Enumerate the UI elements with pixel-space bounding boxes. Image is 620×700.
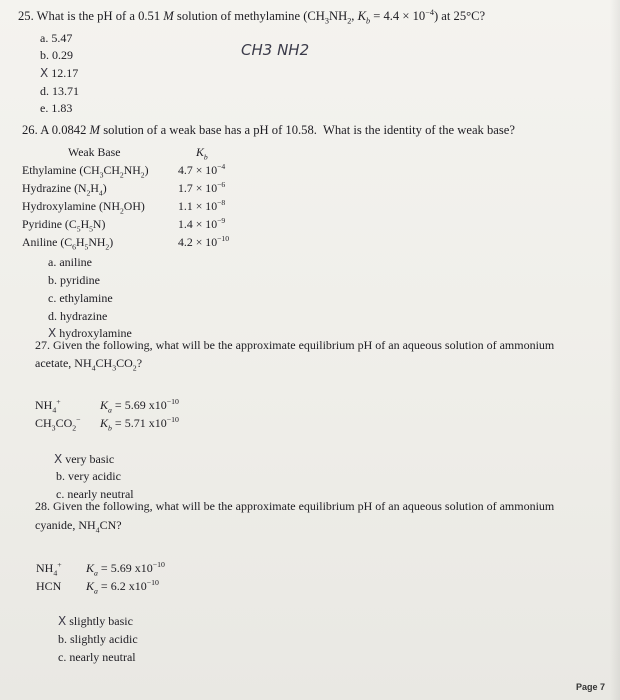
table-row: Ethylamine $(CH_3CH_2NH_2)$ [22,163,149,180]
q28-option-a[interactable] [58,614,133,629]
option-value: aniline [59,255,92,269]
table-cell-kb: $1.4 \times 10^{-9}$ [178,216,226,231]
q25-option-e[interactable] [40,101,72,116]
question-28-text: Given the following, what will be the approximate equilibrium pH of an aqueous solution of ammonium [53,499,555,513]
q27-option-a[interactable] [54,452,114,467]
question-28-number: 28. [35,499,50,513]
q27-species: $NH_4^+$ [35,397,61,415]
q26-option-c[interactable] [48,291,113,306]
option-value: nearly neutral [67,487,134,501]
table-header-base: Weak Base [68,145,121,159]
question-28-line1 [35,499,554,514]
question-25-number: 25. [18,9,34,23]
selected-x-mark: X [54,452,63,466]
question-25: 25. What is the pH of a 0.51 M solution of methylamine ($CH_3NH_2$, $K_b = 4.4 \times 10^{-4}$) at 25°C? [18,7,486,26]
q27-constant: $K_a = 5.69$ $x10^{-10}$ [100,397,179,415]
option-label: b. [56,469,65,483]
option-value: 1.83 [51,101,73,115]
table-header-kb: $K_b$ [196,145,208,162]
option-value: hydrazine [60,309,108,323]
option-label: a. [40,31,49,45]
option-value: very basic [65,452,115,466]
q25-option-d[interactable] [40,84,79,99]
question-27-number: 27. [35,338,50,352]
q28-option-c[interactable] [58,650,136,665]
q26-option-a[interactable] [48,255,92,270]
q26-option-d[interactable] [48,309,107,324]
option-label: b. [48,273,57,287]
q27-species: $CH_3CO_2^-$ [35,415,81,433]
option-value: 12.17 [51,66,79,80]
option-label: e. [40,101,49,115]
q25-option-a[interactable] [40,31,72,46]
question-26-number: 26. [22,123,38,137]
table-row: Hydrazine $(N_2H_4)$ [22,181,107,198]
option-value: hydroxylamine [59,326,132,340]
q28-species: $NH_4^+$ [36,560,62,578]
table-cell-kb: $1.1 \times 10^{-8}$ [178,198,226,213]
option-label: d. [48,309,57,323]
option-label: d. [40,84,49,98]
q28-option-b[interactable] [58,632,138,647]
question-27-text: Given the following, what will be the approximate equilibrium pH of an aqueous solution of ammonium [53,338,555,352]
table-cell-kb: $4.2 \times 10^{-10}$ [178,234,230,249]
option-value: 13.71 [52,84,79,98]
table-row: Hydroxylamine $(NH_2OH)$ [22,199,145,216]
option-value: ethylamine [59,291,113,305]
option-label: c. [48,291,57,305]
option-label: b. [40,48,49,62]
option-label: c. [56,487,65,501]
selected-x-mark: X [58,614,67,628]
q27-option-b[interactable] [56,469,121,484]
page-number: Page 7 [576,682,606,692]
q28-species: HCN [36,579,62,593]
question-26: 26. A 0.0842 M solution of a weak base has a pH of 10.58. What is the identity of the weak base? [22,123,515,137]
table-cell-kb: $4.7 \times 10^{-4}$ [178,162,226,177]
q25-option-b[interactable] [40,48,73,63]
option-value: very acidic [68,469,121,483]
question-27-line1 [35,338,554,353]
table-cell-kb: $1.7 \times 10^{-6}$ [178,180,226,195]
option-label: a. [48,255,57,269]
option-value: 5.47 [51,31,73,45]
table-row: Pyridine $(C_5H_5N)$ [22,217,106,234]
option-value: pyridine [60,273,100,287]
handwritten-note: CH3 NH2 [241,41,310,59]
q26-option-b[interactable] [48,273,100,288]
option-value: 0.29 [52,48,73,62]
question-27-line2: acetate, $NH_4CH_3CO_2$? [35,356,143,373]
page-edge-shadow [610,0,620,700]
q28-constant: $K_a = 5.69$ $x10^{-10}$ [86,560,165,578]
selected-x-mark: X [40,66,49,80]
q28-constant: $K_a = 6.2$ $x10^{-10}$ [86,578,159,596]
option-value: nearly neutral [69,650,136,664]
option-value: slightly acidic [70,632,138,646]
option-label: c. [58,650,67,664]
q25-option-c[interactable] [40,66,78,81]
option-label: b. [58,632,67,646]
q27-constant: $K_b = 5.71$ $x10^{-10}$ [100,415,179,433]
question-28-line2: cyanide, $NH_4CN$? [35,518,122,535]
table-row: Aniline $(C_6H_5NH_2)$ [22,235,114,252]
selected-x-mark: X [48,326,57,340]
option-value: slightly basic [69,614,133,628]
